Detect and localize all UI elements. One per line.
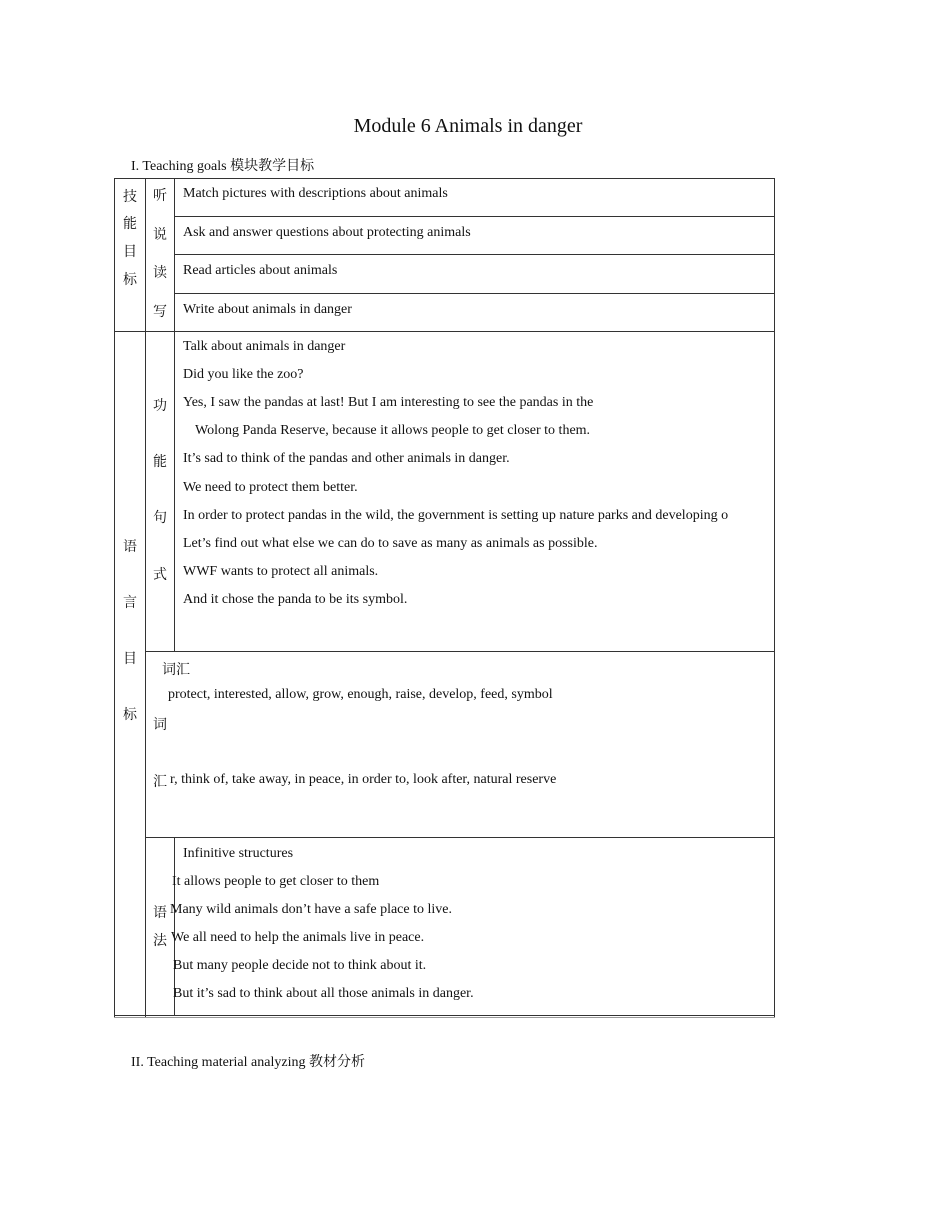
grammar-line: But many people decide not to think about it. — [173, 958, 427, 973]
function-line: WWF wants to protect all animals. — [183, 564, 379, 579]
vocabulary-heading: 词汇 — [162, 663, 190, 678]
skill-text-listening: Match pictures with descriptions about animals — [183, 186, 448, 201]
skill-label-writing: 写 — [153, 305, 167, 320]
skill-label-reading: 读 — [153, 266, 167, 281]
grammar-line: We all need to help the animals live in peace. — [171, 930, 425, 945]
category-char: 技 — [123, 190, 137, 205]
page-title: Module 6 Animals in danger — [353, 115, 583, 137]
functions-char: 式 — [153, 568, 167, 583]
grammar-line: Infinitive structures — [183, 846, 294, 861]
function-line: Did you like the zoo? — [183, 367, 304, 382]
function-line: We need to protect them better. — [183, 480, 358, 495]
category-char: 言 — [123, 596, 137, 611]
skill-text-reading: Read articles about animals — [183, 263, 338, 278]
table-border-bottom — [114, 1015, 775, 1016]
functions-char: 句 — [153, 511, 167, 526]
grammar-line: But it’s sad to think about all those animals in danger. — [173, 986, 474, 1001]
grammar-char: 法 — [153, 934, 167, 949]
functions-cell — [175, 332, 774, 650]
skill-label-speaking: 说 — [153, 228, 167, 243]
grammar-cell — [170, 838, 774, 1014]
section-heading-teaching-goals: I. Teaching goals 模块教学目标 — [131, 159, 315, 174]
grammar-line: It allows people to get closer to them — [172, 874, 380, 889]
functions-char: 功 — [153, 399, 167, 414]
category-char: 目 — [123, 652, 137, 667]
grammar-char: 语 — [153, 906, 167, 921]
row-divider — [174, 216, 775, 217]
function-line: It’s sad to think of the pandas and other animals in danger. — [183, 451, 510, 466]
table-border-top — [114, 178, 775, 179]
column-divider — [145, 178, 146, 1017]
function-line: Talk about animals in danger — [183, 339, 346, 354]
row-divider — [174, 254, 775, 255]
category-char: 能 — [123, 217, 137, 232]
column-divider — [174, 178, 175, 331]
vocabulary-phrases: r, think of, take away, in peace, in order to, look after, natural reserve — [170, 772, 557, 787]
grammar-line: Many wild animals don’t have a safe place to live. — [170, 902, 452, 917]
function-line: And it chose the panda to be its symbol. — [183, 592, 408, 607]
function-line: Wolong Panda Reserve, because it allows people to get closer to them. — [195, 423, 591, 438]
functions-char: 能 — [153, 455, 167, 470]
category-char: 标 — [123, 273, 137, 288]
vocabulary-char: 词 — [153, 718, 167, 733]
category-char: 语 — [123, 540, 137, 555]
category-char: 标 — [123, 708, 137, 723]
vocabulary-char: 汇 — [153, 775, 167, 790]
vocabulary-cell — [162, 652, 774, 836]
table-border-right — [774, 178, 775, 1017]
table-border-bottom-shadow — [114, 1017, 775, 1018]
skill-label-listening: 听 — [153, 189, 167, 204]
row-divider — [174, 293, 775, 294]
vocabulary-words: protect, interested, allow, grow, enough, raise, develop, feed, symbol — [168, 687, 553, 702]
skill-text-speaking: Ask and answer questions about protecting animals — [183, 225, 471, 240]
function-line: In order to protect pandas in the wild, the government is setting up nature parks and developing o — [183, 508, 729, 523]
section-heading-material-analyzing: II. Teaching material analyzing 教材分析 — [131, 1055, 365, 1070]
function-line: Let’s find out what else we can do to save as many as animals as possible. — [183, 536, 598, 551]
function-line: Yes, I saw the pandas at last! But I am interesting to see the pandas in the — [183, 395, 594, 410]
category-char: 目 — [123, 245, 137, 260]
table-border-left — [114, 178, 115, 1017]
skill-text-writing: Write about animals in danger — [183, 302, 352, 317]
